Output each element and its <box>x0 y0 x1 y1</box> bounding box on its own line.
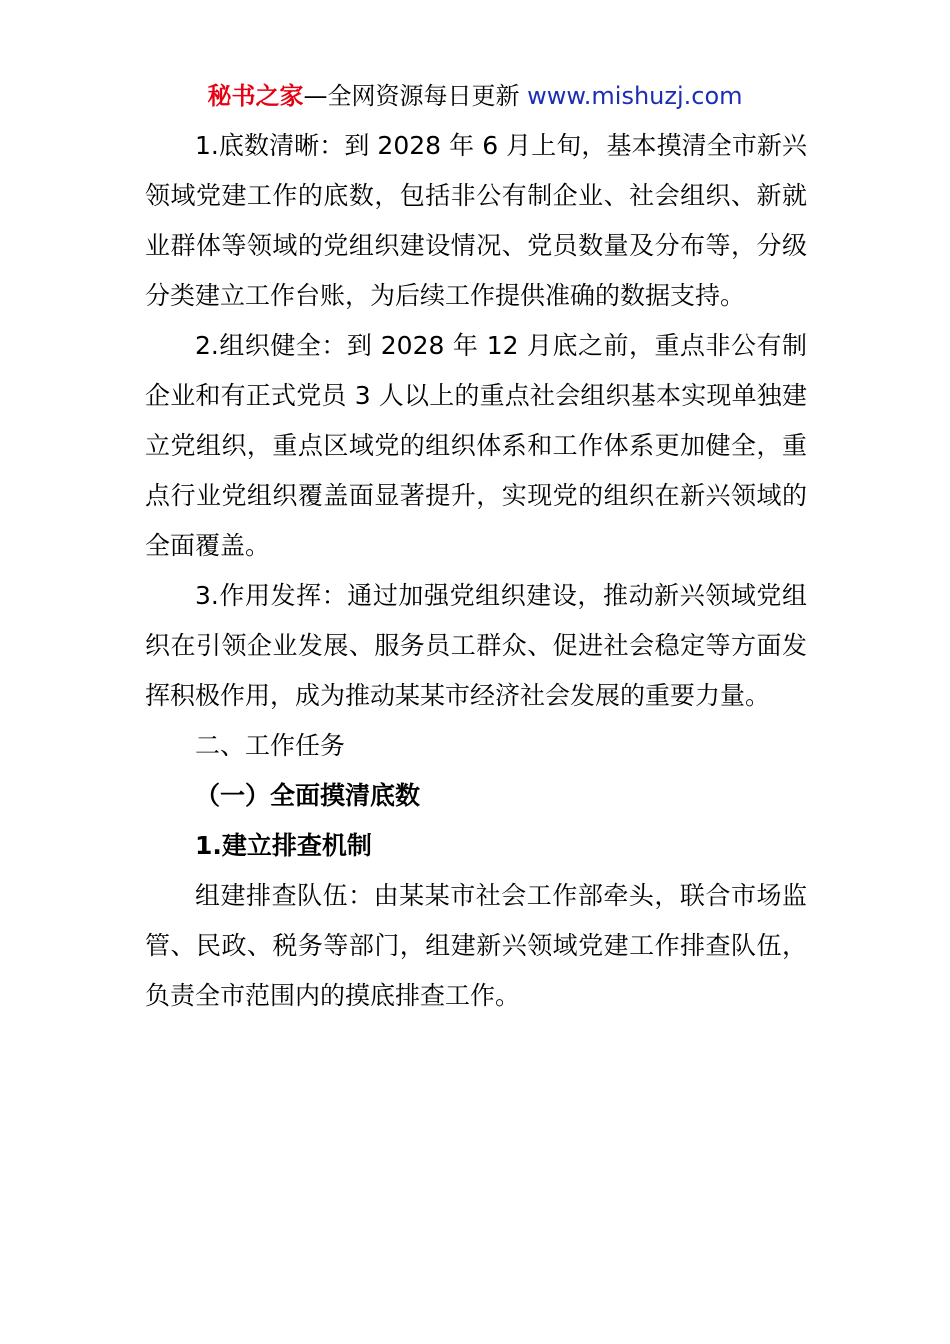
body-paragraph: 组建排查队伍：由某某市社会工作部牵头，联合市场监管、民政、税务等部门，组建新兴领域党建工作排查队伍，负责全市范围内的摸底排查工作。 <box>145 881 807 1010</box>
section-heading: 二、工作任务 <box>195 731 346 760</box>
item-heading: 1.建立排查机制 <box>195 831 372 860</box>
goal-paragraph-3: 3.作用发挥：通过加强党组织建设，推动新兴领域党组织在引领企业发展、服务员工群众、促进社会稳定等方面发挥积极作用，成为推动某某市经济社会发展的重要力量。 <box>145 581 807 710</box>
document-body <box>145 121 807 1021</box>
subsection-heading: （一）全面摸清底数 <box>195 781 421 810</box>
page-header <box>0 80 950 112</box>
brand-name: 秘书之家 <box>207 82 304 110</box>
site-url-link[interactable]: www.mishuzj.com <box>527 82 743 110</box>
goal-paragraph-2: 2.组织健全：到 2028 年 12 月底之前，重点非公有制企业和有正式党员 3 人以上的重点社会组织基本实现单独建立党组织，重点区域党的组织体系和工作体系更加健全，重点行业党组织覆盖面显著提升，实现党的组织在新兴领域的全面覆盖。 <box>145 331 807 560</box>
goal-paragraph-1: 1.底数清晰：到 2028 年 6 月上旬，基本摸清全市新兴领域党建工作的底数，包括非公有制企业、社会组织、新就业群体等领域的党组织建设情况、党员数量及分布等，分级分类建立工作台账，为后续工作提供准确的数据支持。 <box>145 131 807 310</box>
header-tagline: —全网资源每日更新 <box>303 82 520 110</box>
